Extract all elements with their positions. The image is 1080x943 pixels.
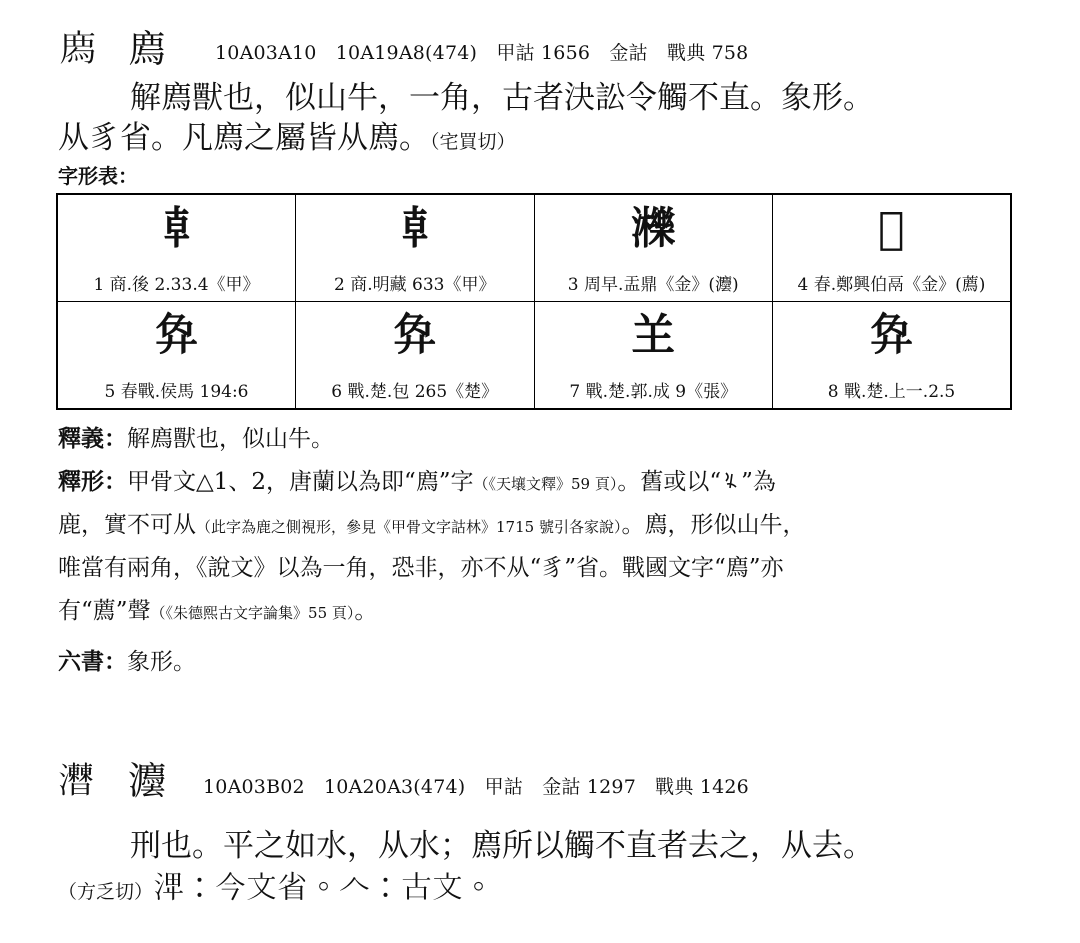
form-cell [534, 194, 773, 302]
form-glyph: 𠦝 [154, 203, 199, 254]
liushu-section [58, 643, 196, 676]
definition-line-1: 刑也。平之如水，从水；廌所以觸不直者去之，从去。 [130, 828, 874, 864]
shiyi-label: 釋義： [58, 426, 127, 452]
shiyi-section [58, 420, 334, 453]
table-label: 字形表： [58, 164, 138, 188]
form-cell [296, 194, 535, 302]
form-cell [773, 302, 1012, 410]
liushu-label: 六書： [58, 649, 127, 675]
shixing-citation: （此字為鹿之側視形，參見《甲骨文字詁林》1715 號引各家說） [196, 518, 622, 536]
seal-script-glyph: 𢊁 [60, 29, 97, 70]
reference-codes: 10A03B02 10A20A3(474) 甲詁 金詁 1297 戰典 1426 [203, 776, 749, 798]
form-caption: 7 戰.楚.郭.成 9《張》 [569, 382, 738, 402]
head-character: 廌 [128, 27, 167, 71]
form-caption: 2 商.明藏 633《甲》 [334, 275, 496, 295]
table-row [57, 302, 1011, 410]
form-glyph: 𢍅 [392, 310, 437, 361]
shixing-text: ”為 [741, 469, 776, 495]
form-cell [534, 302, 773, 410]
form-glyph: 𢍅 [154, 310, 199, 361]
shixing-line-4 [58, 592, 377, 625]
reference-codes: 10A03A10 10A19A8(474) 甲詁 1656 金詁 戰典 758 [215, 42, 749, 64]
glyph-forms-table [56, 193, 1012, 410]
definition-text: 从豸省。凡廌之屬皆从廌。 [58, 120, 430, 156]
shixing-citation: （《朱德熙古文字論集》55 頁） [150, 604, 355, 622]
liushu-text: 象形。 [127, 649, 196, 675]
shixing-text: 。 [354, 598, 378, 624]
form-glyph: 𦍌 [631, 310, 676, 361]
definition-line-2 [58, 112, 516, 157]
form-caption: 8 戰.楚.上一.2.5 [827, 382, 956, 402]
form-glyph: 𤄿 [631, 203, 676, 254]
form-cell [57, 302, 296, 410]
definition-text: ：古文。 [370, 870, 495, 906]
form-glyph: 𠦝 [392, 203, 437, 254]
shixing-text: 有“薦”聲 [58, 598, 151, 624]
head-character: 灋 [128, 759, 167, 803]
form-caption: 1 商.後 2.33.4《甲》 [93, 275, 260, 295]
shixing-text: 甲骨文△1、2，唐蘭以為即“廌”字 [127, 469, 474, 495]
shixing-line-1 [58, 463, 776, 496]
form-caption: 4 春.鄭興伯鬲《金》(薦) [797, 275, 986, 295]
shixing-citation: （《天壤文釋》59 頁） [473, 475, 618, 493]
fanqie: （方乏切） [58, 881, 154, 903]
form-cell [773, 194, 1012, 302]
definition-line-2 [58, 868, 494, 906]
shixing-text: 。廌，形似山牛， [621, 512, 806, 538]
oracle-bone-glyph-icon [721, 470, 741, 492]
shiyi-text: 解廌獸也，似山牛。 [127, 426, 334, 452]
variant-glyph: 𠆢 [339, 870, 371, 906]
definition-text: ：今文省。 [184, 870, 340, 906]
form-cell [57, 194, 296, 302]
form-glyph: 𢍅 [869, 310, 914, 361]
shixing-label: 釋形： [58, 469, 127, 495]
shixing-line-3: 唯當有兩角，《說文》以為一角，恐非，亦不从“豸”省。戰國文字“廌”亦 [58, 555, 784, 581]
shixing-line-2 [58, 506, 805, 539]
form-caption: 6 戰.楚.包 265《楚》 [331, 382, 499, 402]
form-caption: 5 春戰.侯馬 194:6 [104, 382, 249, 402]
table-row [57, 194, 1011, 302]
form-caption: 3 周早.盂鼎《金》(灋) [567, 275, 739, 295]
variant-glyph: 𣴪 [153, 870, 185, 906]
shixing-text: 鹿，實不可从 [58, 512, 196, 538]
shixing-text: 。舊或以“ [617, 469, 722, 495]
form-glyph: 𦿈 [878, 203, 905, 254]
form-cell [296, 302, 535, 410]
definition-line-1: 解廌獸也，似山牛，一角，古者決訟令觸不直。象形。 [130, 80, 874, 116]
fanqie: （宅買切） [430, 131, 516, 153]
seal-script-glyph: 𤅍 [58, 761, 95, 802]
